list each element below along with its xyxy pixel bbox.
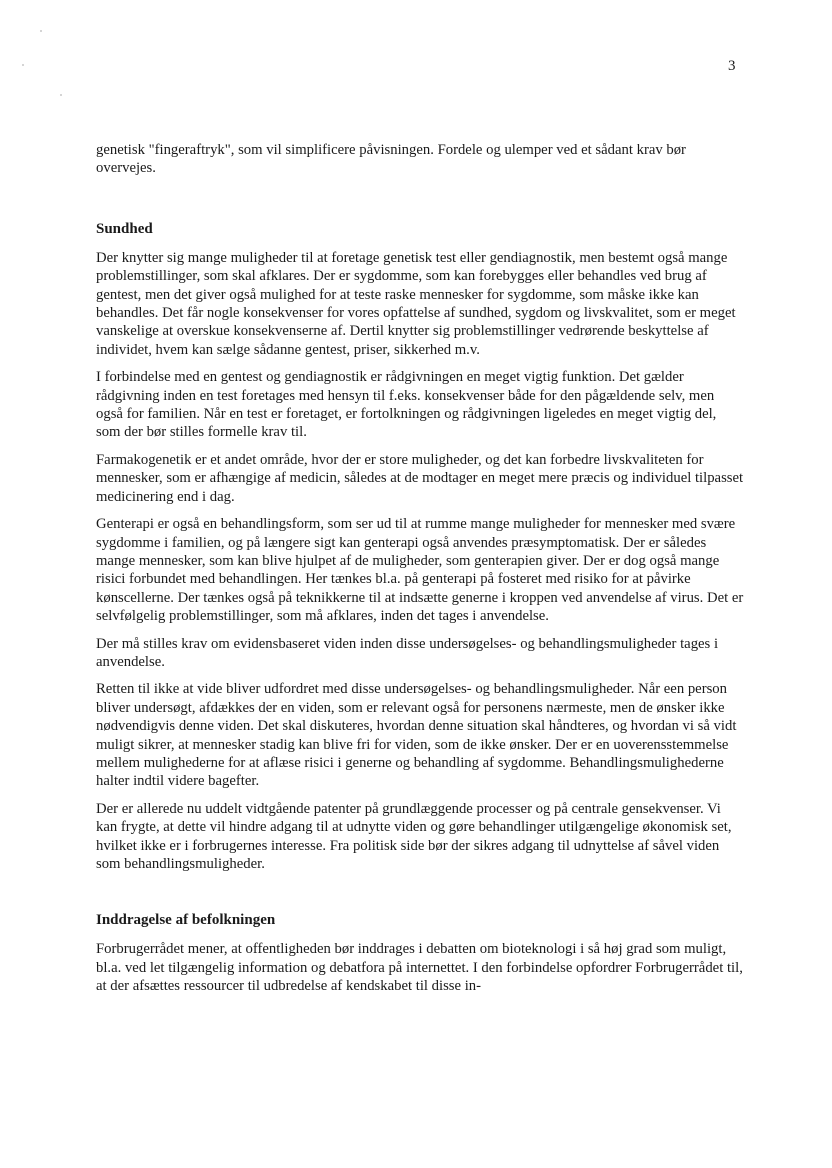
section-heading: Sundhed [96,220,153,237]
paragraph: I forbindelse med en gentest og gendiagnostik er rådgivningen en meget vigtig funktion. Det gælder rådgivning inden en test foretages med hensyn til f.eks. konsekvenser både for den pågældende selv, men også for familien. Når en test er foretaget, er fortolkningen og rådgivningen ligeledes en meget vigtig del, som der bør stilles formelle krav til. [96,369,717,441]
scan-speck [60,94,62,96]
paragraph: Farmakogenetik er et andet område, hvor der er store muligheder, og det kan forbedre livskvaliteten for mennesker, som er afhængige af medicin, således at de modtager en meget mere præcis og individuel tilpasset medicinering end i dag. [96,451,744,505]
section-heading: Inddragelse af befolkningen [96,912,276,929]
document-body [96,141,744,1005]
scan-speck [40,30,42,32]
paragraph: Genterapi er også en behandlingsform, som ser ud til at rumme mange muligheder for mennesker med svære sygdomme i familien, og på længere sigt kan genterapi også anvendes præsymptomatisk. Der er således mange mennesker, som kan blive hjulpet af de muligheder, som genterapien giver. Der er dog også mange risici forbundet med behandlingen. Her tænkes bl.a. på genterapi på fosteret med risiko for at påvirke kønscellerne. Der tænkes også på teknikkerne til at indsætte generne i kroppen ved anvendelse af virus. Det er selvfølgelig problemstillinger, som må afklares, inden det tages i anvendelse. [96,516,744,625]
intro-paragraph: genetisk "fingeraftryk", som vil simplificere påvisningen. Fordele og ulemper ved et sådant krav bør overvejes. [96,142,686,177]
paragraph: Forbrugerrådet mener, at offentligheden bør inddrages i debatten om bioteknologi i så høj grad som muligt, bl.a. ved let tilgængelig information og debatfora på internettet. I den forbindelse opfordrer Forbrugerrådet til, at der afsættes ressourcer til udbredelse af kendskabet til disse in- [96,941,743,995]
section-sundhed [96,220,744,874]
paragraph: Retten til ikke at vide bliver udfordret med disse undersøgelses- og behandlingsmuligheder. Når een person bliver undersøgt, afdækkes der en viden, som er relevant også for personens nærmeste, men de ønsker ikke nødvendigvis denne viden. Det skal diskuteres, hvordan denne situation skal håndteres, og hvordan vi så vidt muligt sikrer, at mennesker stadig kan blive fri for viden, som de ikke ønsker. Der er en uoverensstemmelse mellem mulighederne for at aflæse risici i generne og behandling af sygdomme. Behandlingsmulighederne halter indtil videre bagefter. [96,681,737,790]
page-number: 3 [728,58,736,74]
paragraph: Der må stilles krav om evidensbaseret viden inden disse undersøgelses- og behandlingsmuligheder tages i anvendelse. [96,635,719,670]
section-inddragelse [96,911,744,995]
paragraph: Der er allerede nu uddelt vidtgående patenter på grundlæggende processer og på centrale gensekvenser. Vi kan frygte, at dette vil hindre adgang til at udnytte viden og gøre behandlinger utilgængelige økonomisk set, hvilket ikke er i forbrugernes interesse. Fra politisk side bør der sikres adgang til udnyttelse af såvel viden som behandlingsmuligheder. [96,800,732,872]
scan-speck [22,64,24,66]
paragraph: Der knytter sig mange muligheder til at foretage genetisk test eller gendiagnostik, men bestemt også mange problemstillinger, som skal afklares. Der er sygdomme, som kan forebygges eller behandles ved brug af gentest, men det giver også mulighed for at teste raske mennesker for sygdomme, som måske ikke kan behandles. Det får nogle konsekvenser for vores opfattelse af sundhed, sygdom og livskvalitet, som er meget vanskelige at overskue konsekvenserne af. Dertil knytter sig problemstillinger vedrørende beskyttelse af individet, hvem kan sælge sådanne gentest, priser, sikkerhed m.v. [96,249,736,358]
